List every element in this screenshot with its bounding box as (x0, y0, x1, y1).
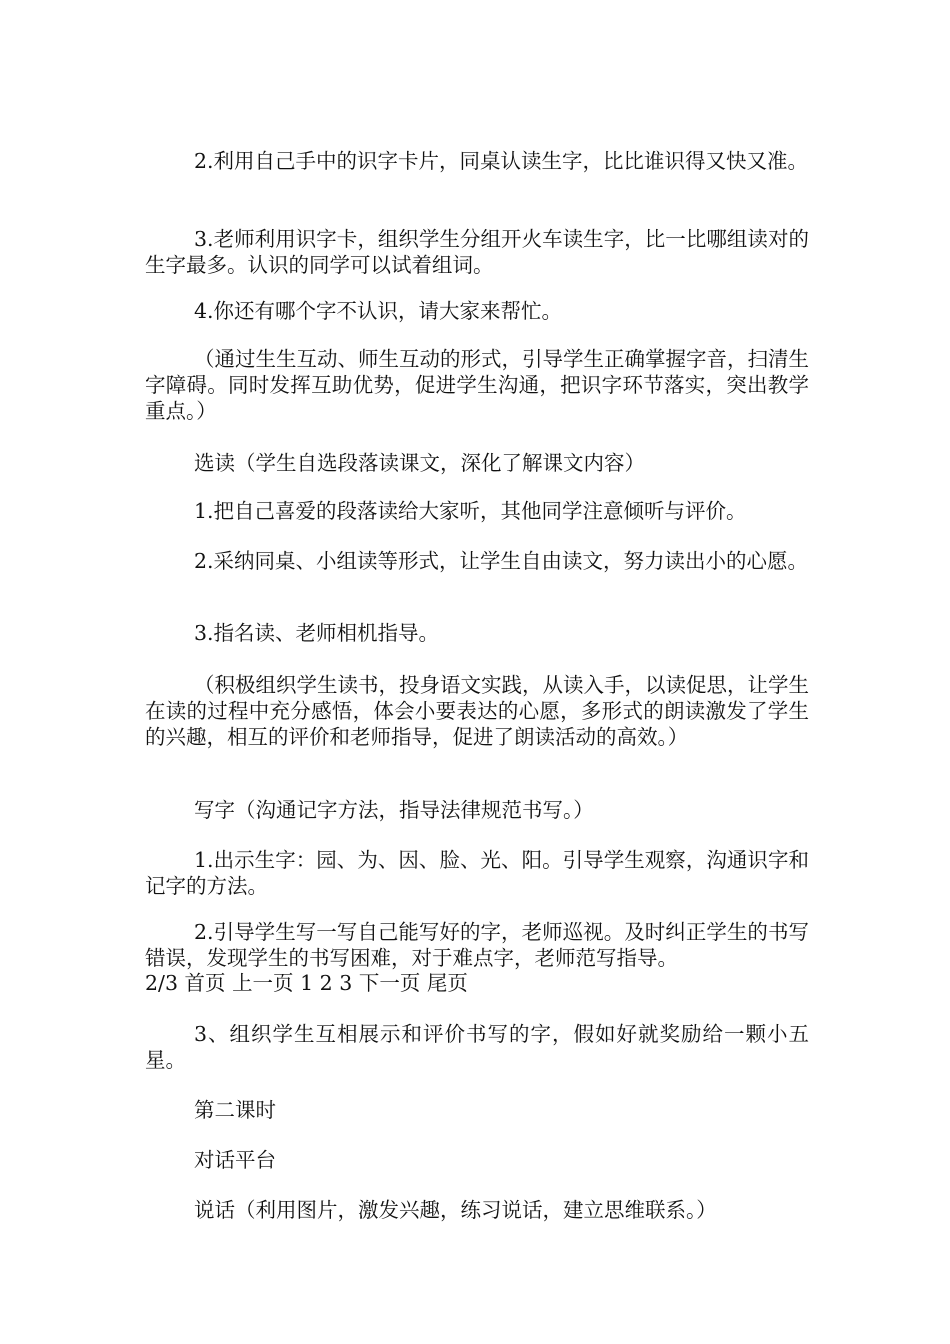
paragraph-4: （通过生生互动、师生互动的形式，引导学生正确掌握字音，扫清生字障碍。同时发挥互助优势，促进学生沟通，把识字环节落实，突出教学重点。） (145, 347, 809, 423)
paragraph-7: 2.采纳同桌、小组读等形式，让学生自由读文，努力读出小的心愿。 (194, 549, 809, 573)
paragraph-13: 3、组织学生互相展示和评价书写的字，假如好就奖励给一颗小五星。 (145, 1022, 809, 1072)
section-heading-shuohua: 说话（利用图片，激发兴趣，练习说话，建立思维联系。） (194, 1198, 717, 1222)
page-link-2[interactable]: 2 (319, 971, 333, 995)
section-heading-duihua: 对话平台 (194, 1148, 276, 1172)
paragraph-8: 3.指名读、老师相机指导。 (194, 621, 440, 645)
lesson-title: 第二课时 (194, 1098, 276, 1122)
section-heading-xuandu: 选读（学生自选段落读课文，深化了解课文内容） (194, 451, 645, 475)
paragraph-1: 2.利用自己手中的识字卡片，同桌认读生字，比比谁识得又快又准。 (194, 149, 809, 173)
paragraph-2: 3.老师利用识字卡，组织学生分组开火车读生字，比一比哪组读对的生字最多。认识的同学可以试着组词。 (145, 227, 809, 277)
last-page-link[interactable]: 尾页 (426, 971, 468, 995)
prev-page-link[interactable]: 上一页 (232, 971, 294, 995)
pagination (145, 970, 468, 996)
section-heading-xiezi: 写字（沟通记字方法，指导法律规范书写。） (194, 798, 594, 822)
paragraph-12: 2.引导学生写一写自己能写好的字，老师巡视。及时纠正学生的书写错误，发现学生的书写困难，对于难点字，老师范写指导。 (145, 920, 809, 970)
paragraph-3: 4.你还有哪个字不认识，请大家来帮忙。 (194, 299, 563, 323)
paragraph-11: 1.出示生字：园、为、因、脸、光、阳。引导学生观察，沟通识字和记字的方法。 (145, 848, 809, 898)
first-page-link[interactable]: 首页 (184, 971, 226, 995)
page-indicator: 2/3 (145, 971, 178, 995)
next-page-link[interactable]: 下一页 (358, 971, 421, 995)
page-link-1[interactable]: 1 (300, 971, 314, 995)
page-link-3[interactable]: 3 (339, 971, 353, 995)
paragraph-9: （积极组织学生读书，投身语文实践，从读入手，以读促思，让学生在读的过程中充分感悟，体会小要表达的心愿，多形式的朗读激发了学生的兴趣，相互的评价和老师指导，促进了朗读活动的高效。） (145, 673, 809, 749)
paragraph-6: 1.把自己喜爱的段落读给大家听，其他同学注意倾听与评价。 (194, 499, 747, 523)
